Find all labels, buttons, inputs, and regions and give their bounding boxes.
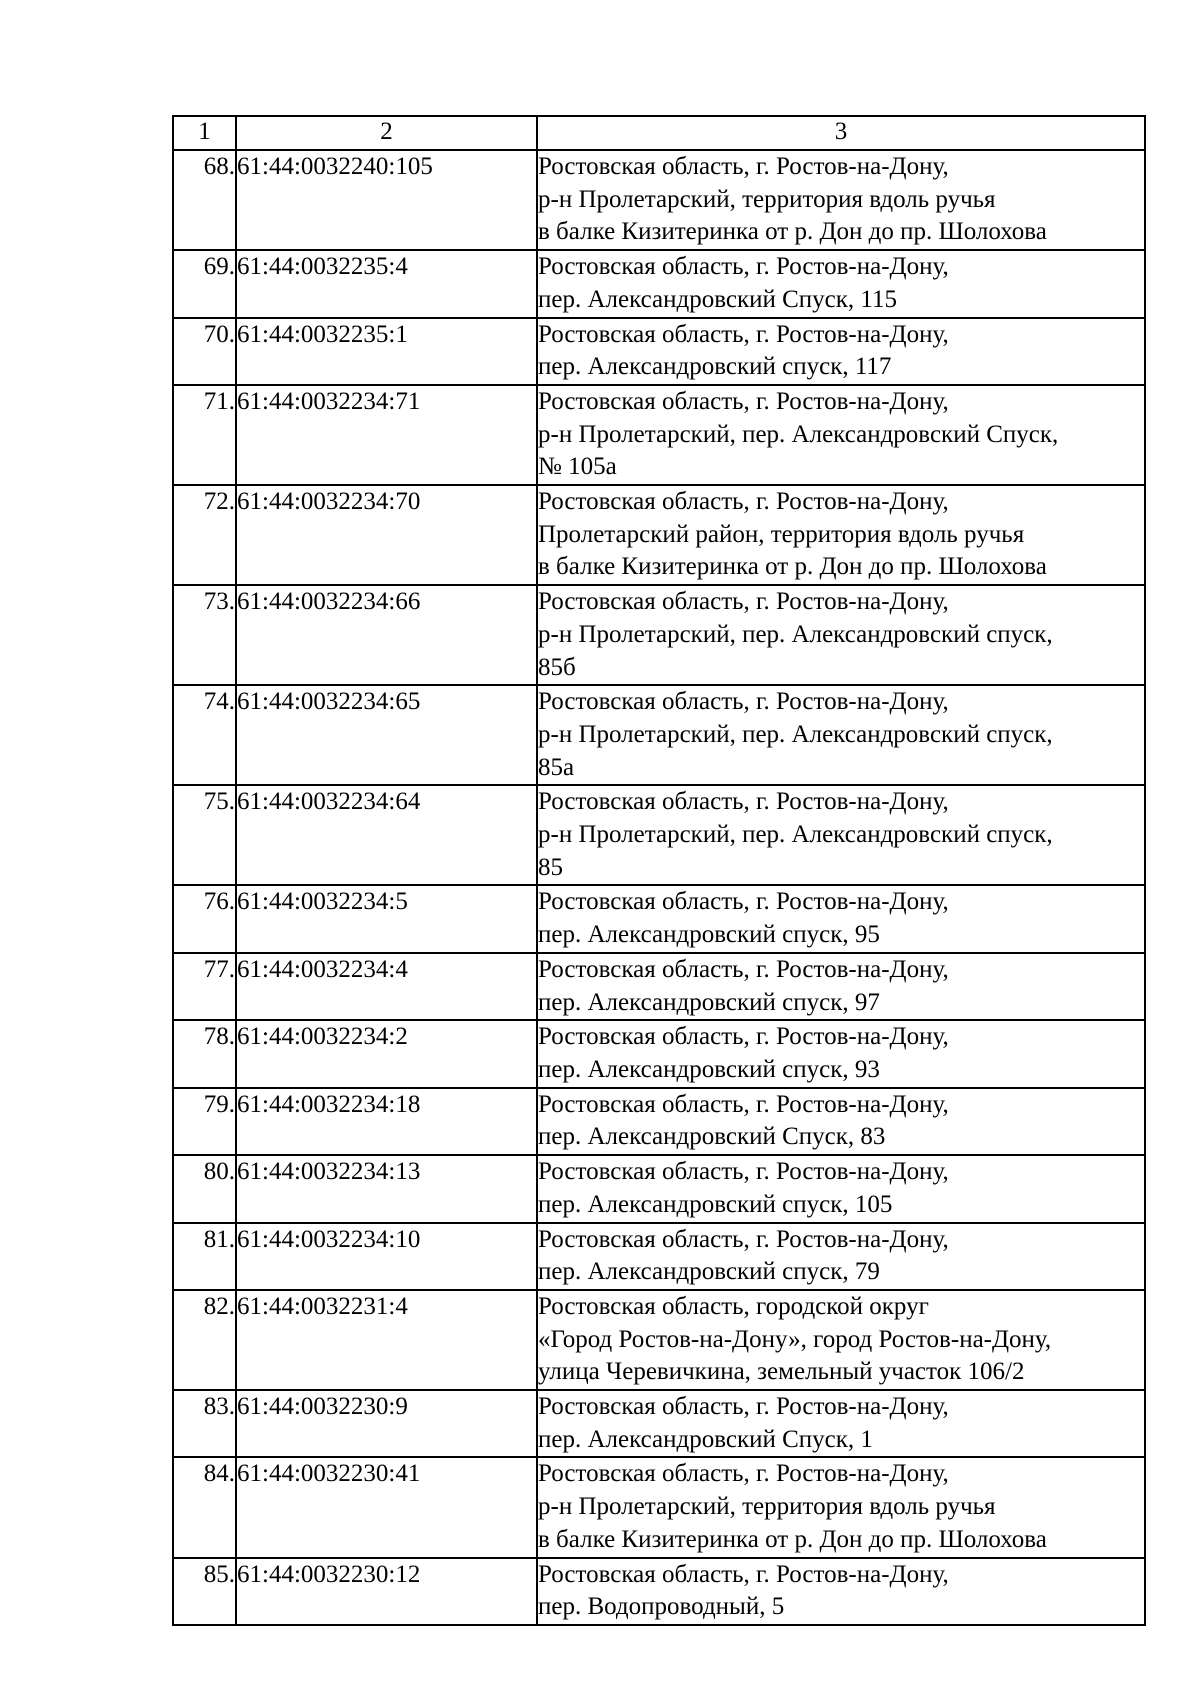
address-line: Ростовская область, г. Ростов-на-Дону, (538, 1460, 949, 1488)
address-line: Ростовская область, г. Ростов-на-Дону, (538, 1225, 949, 1253)
cadastral-number: 61:44:0032230:12 (236, 1558, 537, 1625)
cadastral-number: 61:44:0032234:66 (236, 585, 537, 685)
cadastral-number: 61:44:0032230:9 (236, 1390, 537, 1457)
table-header (173, 116, 1145, 150)
table-row (173, 1020, 1145, 1087)
row-number: 80. (173, 1155, 236, 1222)
row-number: 83. (173, 1390, 236, 1457)
address-cell (537, 1155, 1145, 1222)
cadastral-number: 61:44:0032234:71 (236, 385, 537, 485)
table-row (173, 785, 1145, 885)
address-line: 85б (538, 653, 576, 681)
address-cell (537, 685, 1145, 785)
address-cell (537, 785, 1145, 885)
table-row (173, 250, 1145, 317)
address-line: пер. Александровский спуск, 97 (538, 988, 880, 1016)
address-cell (537, 1290, 1145, 1390)
table-row (173, 953, 1145, 1020)
address-cell (537, 150, 1145, 250)
cadastral-number: 61:44:0032235:1 (236, 318, 537, 385)
address-cell (537, 318, 1145, 385)
row-number: 82. (173, 1290, 236, 1390)
address-line: Ростовская область, г. Ростов-на-Дону, (538, 888, 949, 916)
land-plots-table (172, 115, 1146, 1626)
cadastral-number: 61:44:0032240:105 (236, 150, 537, 250)
address-line: Ростовская область, г. Ростов-на-Дону, (538, 1023, 949, 1051)
address-line: р-н Пролетарский, пер. Александровский спуск, (538, 620, 1053, 648)
address-line: Ростовская область, г. Ростов-на-Дону, (538, 1158, 949, 1186)
address-line: р-н Пролетарский, территория вдоль ручья (538, 185, 996, 213)
cadastral-number: 61:44:0032230:41 (236, 1457, 537, 1557)
address-line: Ростовская область, г. Ростов-на-Дону, (538, 1090, 949, 1118)
row-number: 84. (173, 1457, 236, 1557)
address-cell (537, 585, 1145, 685)
row-number: 68. (173, 150, 236, 250)
table-body (173, 150, 1145, 1625)
table-row (173, 1390, 1145, 1457)
row-number: 69. (173, 250, 236, 317)
row-number: 81. (173, 1223, 236, 1290)
address-line: Ростовская область, г. Ростов-на-Дону, (538, 688, 949, 716)
address-line: улица Черевичкина, земельный участок 106/2 (538, 1358, 1025, 1386)
address-line: Ростовская область, г. Ростов-на-Дону, (538, 1393, 949, 1421)
address-line: р-н Пролетарский, территория вдоль ручья (538, 1493, 996, 1521)
address-line: Ростовская область, г. Ростов-на-Дону, (538, 588, 949, 616)
address-line: Ростовская область, городской округ (538, 1292, 929, 1320)
table-row (173, 585, 1145, 685)
address-line: пер. Александровский спуск, 95 (538, 921, 880, 949)
table-row (173, 685, 1145, 785)
address-cell (537, 1088, 1145, 1155)
table-row (173, 318, 1145, 385)
table-row (173, 1088, 1145, 1155)
address-line: р-н Пролетарский, пер. Александровский спуск, (538, 720, 1053, 748)
address-cell (537, 1390, 1145, 1457)
cadastral-number: 61:44:0032234:18 (236, 1088, 537, 1155)
address-line: пер. Александровский Спуск, 115 (538, 285, 897, 313)
cadastral-number: 61:44:0032234:13 (236, 1155, 537, 1222)
row-number: 85. (173, 1558, 236, 1625)
address-line: в балке Кизитеринка от р. Дон до пр. Шолохова (538, 1525, 1047, 1553)
cadastral-number: 61:44:0032234:65 (236, 685, 537, 785)
address-line: 85 (538, 853, 563, 881)
table-row (173, 1223, 1145, 1290)
row-number: 73. (173, 585, 236, 685)
cadastral-number: 61:44:0032231:4 (236, 1290, 537, 1390)
header-col-2: 2 (236, 116, 537, 150)
cadastral-number: 61:44:0032234:10 (236, 1223, 537, 1290)
address-cell (537, 953, 1145, 1020)
address-line: Ростовская область, г. Ростов-на-Дону, (538, 153, 949, 180)
address-line: пер. Александровский спуск, 105 (538, 1190, 893, 1218)
address-line: «Город Ростов-на-Дону», город Ростов-на-Дону, (538, 1325, 1052, 1353)
row-number: 77. (173, 953, 236, 1020)
address-line: пер. Александровский спуск, 93 (538, 1055, 880, 1083)
table-row (173, 485, 1145, 585)
address-line: Пролетарский район, территория вдоль ручья (538, 520, 1025, 548)
row-number: 75. (173, 785, 236, 885)
row-number: 76. (173, 885, 236, 952)
cadastral-number: 61:44:0032234:70 (236, 485, 537, 585)
header-col-3: 3 (537, 116, 1145, 150)
cadastral-number: 61:44:0032235:4 (236, 250, 537, 317)
address-line: пер. Александровский Спуск, 83 (538, 1123, 886, 1151)
row-number: 79. (173, 1088, 236, 1155)
address-line: в балке Кизитеринка от р. Дон до пр. Шолохова (538, 553, 1047, 581)
address-line: Ростовская область, г. Ростов-на-Дону, (538, 387, 949, 415)
address-line: Ростовская область, г. Ростов-на-Дону, (538, 1560, 949, 1588)
table-row (173, 885, 1145, 952)
address-line: Ростовская область, г. Ростов-на-Дону, (538, 320, 949, 348)
address-cell (537, 1457, 1145, 1557)
address-cell (537, 485, 1145, 585)
address-line: Ростовская область, г. Ростов-на-Дону, (538, 253, 949, 281)
row-number: 70. (173, 318, 236, 385)
address-cell (537, 1223, 1145, 1290)
cadastral-number: 61:44:0032234:64 (236, 785, 537, 885)
table-row (173, 1155, 1145, 1222)
table-row (173, 1457, 1145, 1557)
row-number: 71. (173, 385, 236, 485)
row-number: 78. (173, 1020, 236, 1087)
table-row (173, 1558, 1145, 1625)
table-row (173, 385, 1145, 485)
address-cell (537, 1020, 1145, 1087)
address-cell (537, 1558, 1145, 1625)
address-line: пер. Александровский спуск, 117 (538, 353, 892, 381)
address-line: пер. Александровский Спуск, 1 (538, 1425, 873, 1453)
address-cell (537, 385, 1145, 485)
address-line: пер. Водопроводный, 5 (538, 1593, 785, 1621)
row-number: 72. (173, 485, 236, 585)
address-line: 85а (538, 753, 575, 781)
address-line: № 105а (538, 453, 617, 481)
header-row (173, 116, 1145, 150)
header-col-1: 1 (173, 116, 236, 150)
row-number: 74. (173, 685, 236, 785)
address-line: Ростовская область, г. Ростов-на-Дону, (538, 488, 949, 516)
address-line: в балке Кизитеринка от р. Дон до пр. Шолохова (538, 218, 1047, 246)
table-row (173, 1290, 1145, 1390)
address-cell (537, 250, 1145, 317)
address-cell (537, 885, 1145, 952)
table-row (173, 150, 1145, 250)
cadastral-number: 61:44:0032234:4 (236, 953, 537, 1020)
address-line: Ростовская область, г. Ростов-на-Дону, (538, 955, 949, 983)
address-line: пер. Александровский спуск, 79 (538, 1258, 880, 1286)
address-line: р-н Пролетарский, пер. Александровский Спуск, (538, 420, 1059, 448)
cadastral-number: 61:44:0032234:5 (236, 885, 537, 952)
address-line: р-н Пролетарский, пер. Александровский спуск, (538, 821, 1053, 849)
address-line: Ростовская область, г. Ростов-на-Дону, (538, 788, 949, 816)
cadastral-number: 61:44:0032234:2 (236, 1020, 537, 1087)
